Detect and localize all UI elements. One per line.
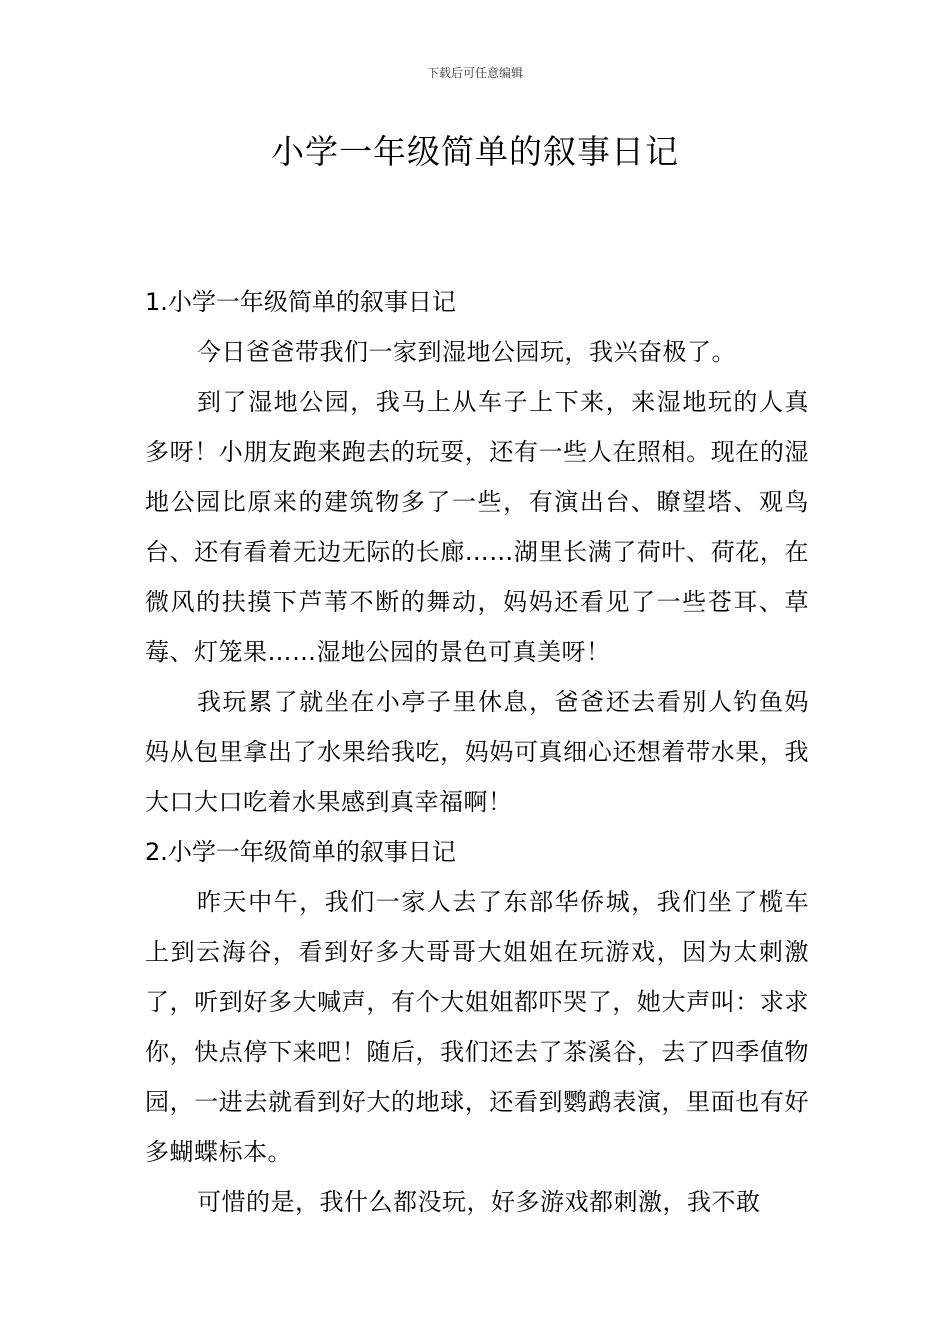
paragraph: 昨天中午，我们一家人去了东部华侨城，我们坐了榄车上到云海谷，看到好多大哥哥大姐姐在玩游戏，因为太刺激了，听到好多大喊声，有个大姐姐都吓哭了，她大声叫：求求你，快点停下来吧！随后，我们还去了茶溪谷，去了四季值物园，一进去就看到好大的地球，还看到鹦鹉表演，里面也有好多蝴蝶标本。: [145, 888, 809, 1166]
paragraph: 我玩累了就坐在小亭子里休息，爸爸还去看别人钓鱼妈妈从包里拿出了水果给我吃，妈妈可真细心还想着带水果，我大口大口吃着水果感到真幸福啊！: [145, 688, 809, 816]
paragraph: 到了湿地公园，我马上从车子上下来，来湿地玩的人真多呀！小朋友跑来跑去的玩耍，还有一些人在照相。现在的湿地公园比原来的建筑物多了一些，有演出台、瞭望塔、观鸟台、还有看着无边无际的长廊……湖里长满了荷叶、荷花，在微风的扶摸下芦苇不断的舞动，妈妈还看见了一些苍耳、草莓、灯笼果……湿地公园的景色可真美呀！: [145, 388, 809, 666]
section-heading: 2.小学一年级简单的叙事日记: [145, 838, 456, 866]
paragraph: 今日爸爸带我们一家到湿地公园玩，我兴奋极了。: [197, 338, 736, 366]
section-heading: 1.小学一年级简单的叙事日记: [145, 288, 456, 316]
paragraph: 可惜的是，我什么都没玩，好多游戏都刺激，我不敢: [197, 1188, 761, 1216]
document-title: 小学一年级简单的叙事日记: [271, 132, 679, 171]
page-header-note: 下载后可任意编辑: [426, 66, 523, 80]
document-body: [145, 277, 809, 1227]
